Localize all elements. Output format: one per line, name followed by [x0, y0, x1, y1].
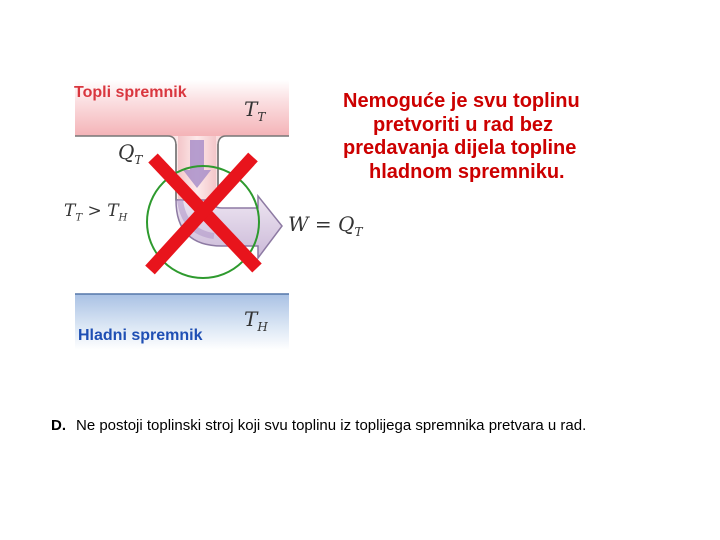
cold-reservoir-label: Hladni spremnik [78, 327, 203, 344]
statement-line: Nemoguće je svu toplinu [343, 90, 580, 112]
caption-text: Ne postoji toplinski stroj koji svu toplinu iz toplijega spremnika pretvara u rad. [76, 417, 587, 434]
statement-line: predavanja dijela topline [343, 137, 577, 159]
statement-line: hladnom spremniku. [369, 160, 565, 183]
temperature-comparison: $T_T > T_H$ [64, 201, 128, 224]
caption-letter: D. [51, 417, 66, 434]
statement-line: pretvoriti u rad bez [373, 113, 554, 136]
hot-reservoir-label: Topli spremnik [74, 84, 187, 101]
cold-temperature-symbol: $T_H$ [244, 307, 268, 334]
heat-in-symbol: $Q_T$ [118, 140, 143, 167]
caption [51, 417, 586, 434]
work-output-equation: $W = Q_T$ [288, 212, 363, 239]
impossibility-statement [343, 90, 653, 184]
hot-temperature-symbol: $T_T$ [244, 97, 266, 124]
